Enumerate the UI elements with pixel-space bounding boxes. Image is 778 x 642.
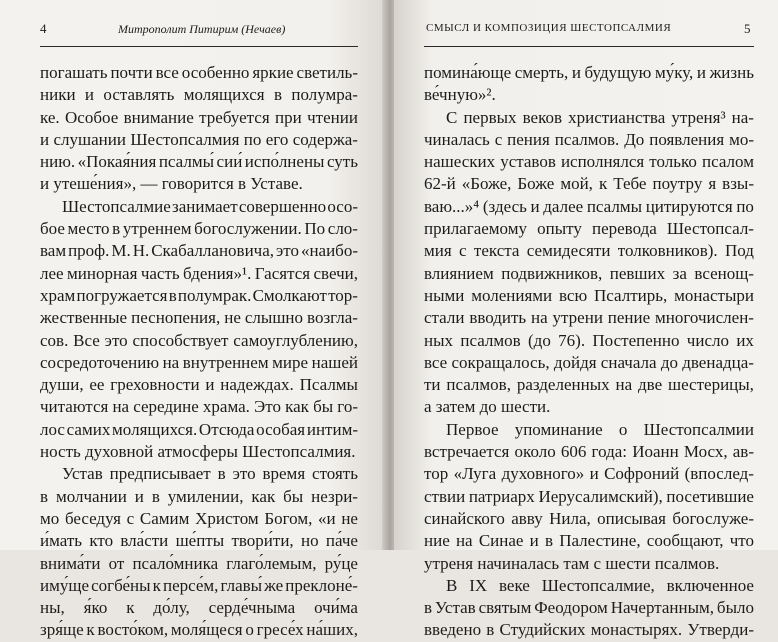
text-line: все сокращалось, дойдя сначала до двенадца-	[424, 352, 754, 372]
text-line: чиналась с пения псалмов. До появления мо-	[424, 129, 754, 149]
text-line: синайского авву Нила, описывая богослуже-	[424, 508, 754, 528]
text-line: храм погружается в полумрак. Смолкают тор-	[40, 285, 358, 305]
page-number: 5	[744, 21, 751, 36]
running-head: Митрополит Питирим (Нечаев)	[118, 22, 286, 36]
text-line: нию. «Покая́ния псалмы́ сии́ испо́лнены суть	[40, 152, 358, 172]
text-line: ники и оставлять молящихся в полумра-	[40, 85, 358, 105]
text-line: ными молениями всю Псалтирь, монастыри	[424, 285, 754, 305]
text-line: ность духовной атмосферы Шестопсалмия.	[40, 442, 356, 462]
text-line: в Устав святым Феодором Начертанным, было	[424, 598, 754, 618]
text-line: и слушании Шестопсалмия по его содержа-	[40, 129, 358, 149]
text-line: Шестопсалмие занимает совершенно осо-	[62, 196, 358, 216]
header-rule	[40, 46, 358, 47]
text-line: погашать почти все особенно яркие светиль-	[40, 63, 358, 82]
text-line: лее минорная часть бдения»¹. Гасятся свечи,	[40, 263, 358, 283]
text-line: нашеских уставов исполнялся только псалом	[424, 152, 754, 172]
text-line: ти псалмов, разделенных на две шестерицы,	[424, 375, 754, 395]
text-line: прилагаемому опыту перевода Шестопсал-	[424, 219, 754, 239]
running-head: СМЫСЛ И КОМПОЗИЦИЯ ШЕСТОПСАЛМИЯ	[426, 22, 672, 34]
text-line: а затем до шести.	[424, 397, 551, 417]
text-line: тор «Луга духовного» и Софроний (впослед-	[424, 464, 754, 484]
text-line: внима́ти от псало́мника глаго́лемым, ру́це	[40, 553, 358, 573]
text-line: ние на Синае и в Палестине, сообщают, что	[424, 531, 754, 551]
text-line: в молчании и в умилении, как бы незри-	[40, 486, 358, 506]
text-line: ке. Особое внимание требуется при чтении	[40, 107, 358, 127]
text-line: читаются на середине храма. Это как бы го-	[40, 397, 358, 417]
text-line: 62-й «Боже, Боже мой, к Тебе поутру я взы-	[424, 174, 754, 194]
text-line: бое место в утреннем богослужении. По сло-	[40, 219, 358, 239]
text-line: В IX веке Шестопсалмие, включенное	[446, 575, 754, 595]
page-body	[424, 62, 754, 642]
text-line: Устав предписывает в это время стоять	[62, 464, 358, 484]
text-line: встречается около 606 года: Иоанн Мосх, ав-	[424, 442, 754, 462]
text-line: введено в Студийских монастырях. Утверди-	[424, 620, 754, 640]
text-line: и утеше́ния», — говорится в Уставе.	[40, 174, 303, 194]
text-line: ны, я́ко к до́лу, серде́чныма очи́ма	[40, 598, 358, 618]
text-line: сосредоточению на внутреннем мире нашей	[40, 352, 358, 372]
text-line: помина́юще смерть, и будущую му́ку, и жизнь	[424, 63, 754, 82]
text-line: С первых веков христианства утреня³ на-	[446, 107, 754, 127]
text-line: влиянием подвижников, певших за всенощ-	[424, 263, 754, 283]
text-line: ве́чную»².	[424, 85, 496, 105]
text-line: мия с текста семидесяти толковников). Под	[424, 241, 754, 261]
header-rule	[424, 46, 754, 47]
text-line: утреня начиналась там с шести псалмов.	[424, 553, 720, 573]
text-line: жественные песнопения, не слышно возгла-	[40, 308, 358, 328]
text-line: сов. Все это способствует самоуглублению,	[40, 330, 358, 350]
text-line: вам проф. М. Н. Скабаллановича, это «наибо-	[40, 241, 358, 261]
text-line: стали вводить на утрени пение многочислен-	[424, 308, 754, 328]
text-line: и́мать кто вла́сти ше́пты твори́ти, но па́че	[40, 531, 358, 551]
text-line: зря́ще к восто́ком, моля́щеся о гресе́х на́ших,	[40, 620, 358, 640]
text-line: мо беседуя с Самим Христом Богом, «и не	[40, 508, 358, 528]
text-line: ных псалмов (до 76). Постепенно число их	[424, 330, 754, 350]
right-page	[394, 0, 778, 640]
text-line: лос самих молящихся. Отсюда особая интим-	[40, 419, 358, 439]
text-line: Первое упоминание о Шестопсалмии	[446, 419, 754, 439]
page-body	[40, 62, 358, 642]
left-page	[0, 0, 386, 640]
text-line: ствии патриарх Иерусалимский), посетившие	[424, 486, 754, 506]
text-line: души, ее греховности и надеждах. Псалмы	[40, 375, 358, 395]
text-line: иму́ще согбе́ны к персе́м, главы́ же преклоне́-	[40, 575, 358, 595]
page-number: 4	[40, 21, 47, 36]
text-line: ваю...»⁴ (здесь и далее псалмы цитируются по	[424, 196, 754, 216]
